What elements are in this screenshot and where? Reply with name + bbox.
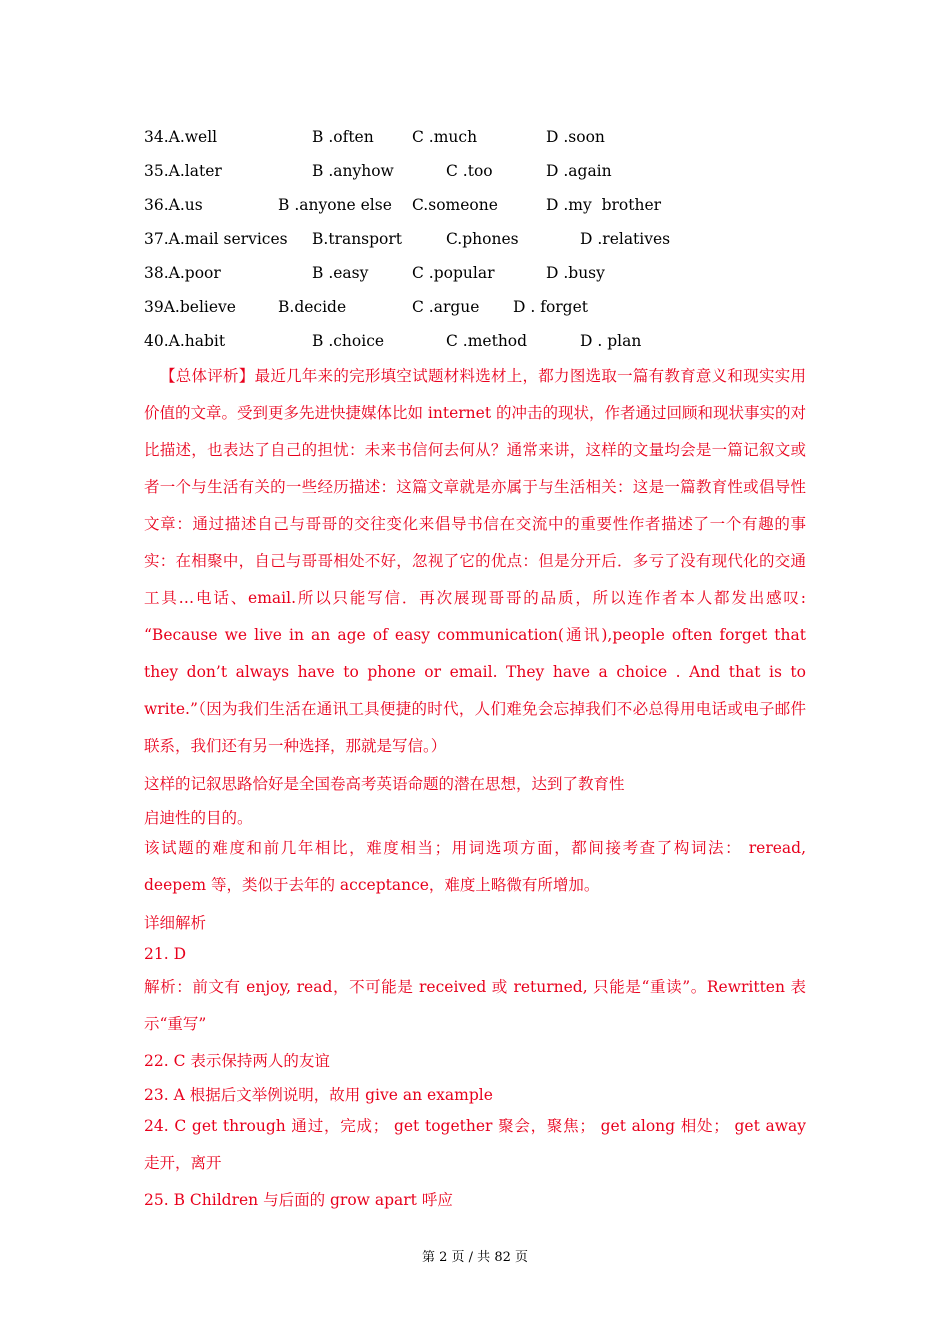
option-b: B .often — [312, 128, 374, 146]
option-row-34 — [0, 128, 950, 152]
option-b: B.decide — [278, 298, 347, 316]
overview-text: 最近几年来的完形填空试题材料选材上，都力图选取一篇有教育意义和现实实用价值的文章。受到更多先进快捷媒体比如 internet 的冲击的现状，作者通过回顾和现状事实的对比描述，也表达了自己的担忧：未来书信何去何从？通常来讲，这样的文量均会是一篇记叙文或者一个与生活有关的一些经历描述：这篇文章就是亦属于与生活相关：这是一篇教育性或倡导性文章：通过描述自己与哥哥的交往变化来倡导书信在交流中的重要性作者描述了一个有趣的事实：在相聚中，自己与哥哥相处不好，忽视了它的优点：但是分开后．多亏了没有现代化的交通工具…电话、email.所以只能写信．再次展现哥哥的品质，所以连作者本人都发出感叹: “Because we live in an age of easy communication(通讯),people often forget that they don’t always have to phone or email. They have a choice . And that is to write.”（因为我们生活在通讯工具便捷的时代，人们难免会忘掉我们不必总得用电话或电子邮件联系，我们还有另一种选择，那就是写信。） — [144, 367, 806, 755]
option-d: D .soon — [546, 128, 605, 146]
option-b: B .choice — [312, 332, 385, 350]
option-d: D .busy — [546, 264, 605, 282]
option-b: B.transport — [312, 230, 403, 248]
option-row-38 — [0, 264, 950, 288]
option-a: 39A.believe — [144, 298, 236, 316]
option-d: D . forget — [513, 298, 589, 316]
option-c: C .argue — [412, 298, 480, 316]
option-a: 34.A.well — [144, 128, 218, 146]
option-row-36 — [0, 196, 950, 220]
option-row-35 — [0, 162, 950, 186]
answer-25: 25. B Children 与后面的 grow apart 呼应 — [144, 1191, 453, 1209]
page-footer: 第 2 页 / 共 82 页 — [422, 1250, 528, 1265]
answer-24: 24. C get through 通过，完成； get together 聚会，聚焦； get along 相处； get away 走开，离开 — [144, 1117, 806, 1172]
option-d: D . plan — [580, 332, 642, 350]
option-c: C.phones — [446, 230, 519, 248]
option-b: B .easy — [312, 264, 369, 282]
option-d: D .my brother — [546, 196, 662, 214]
overview-heading: 【总体评析】 — [160, 367, 255, 385]
answer-23: 23. A 根据后文举例说明，故用 give an example — [144, 1086, 493, 1104]
detail-heading: 详细解析 — [144, 914, 207, 932]
option-row-37 — [0, 230, 950, 254]
option-d: D .again — [546, 162, 612, 180]
summary-line-1: 这样的记叙思路恰好是全国卷高考英语命题的潜在思想，达到了教育性 — [144, 775, 625, 793]
option-b: B .anyhow — [312, 162, 394, 180]
difficulty-paragraph: 该试题的难度和前几年相比，难度相当；用词选项方面，都间接考查了构词法： reread, deepem 等，类似于去年的 acceptance，难度上略微有所增加。 — [144, 839, 806, 894]
explanation-21: 解析：前文有 enjoy, read，不可能是 received 或 returned, 只能是“重读”。Rewritten 表示“重写” — [144, 978, 806, 1033]
option-b: B .anyone else — [278, 196, 392, 214]
answer-21: 21. D — [144, 945, 187, 963]
option-row-39 — [0, 298, 950, 322]
option-a: 35.A.later — [144, 162, 222, 180]
overview-paragraph — [144, 358, 806, 765]
option-a: 37.A.mail services — [144, 230, 288, 248]
option-a: 40.A.habit — [144, 332, 226, 350]
option-a: 38.A.poor — [144, 264, 221, 282]
option-c: C.someone — [412, 196, 498, 214]
option-c: C .method — [446, 332, 528, 350]
option-a: 36.A.us — [144, 196, 203, 214]
option-c: C .popular — [412, 264, 495, 282]
option-d: D .relatives — [580, 230, 671, 248]
summary-line-2: 启迪性的目的。 — [144, 809, 253, 827]
option-c: C .much — [412, 128, 478, 146]
option-c: C .too — [446, 162, 493, 180]
option-row-40 — [0, 332, 950, 356]
answer-22: 22. C 表示保持两人的友谊 — [144, 1052, 330, 1070]
